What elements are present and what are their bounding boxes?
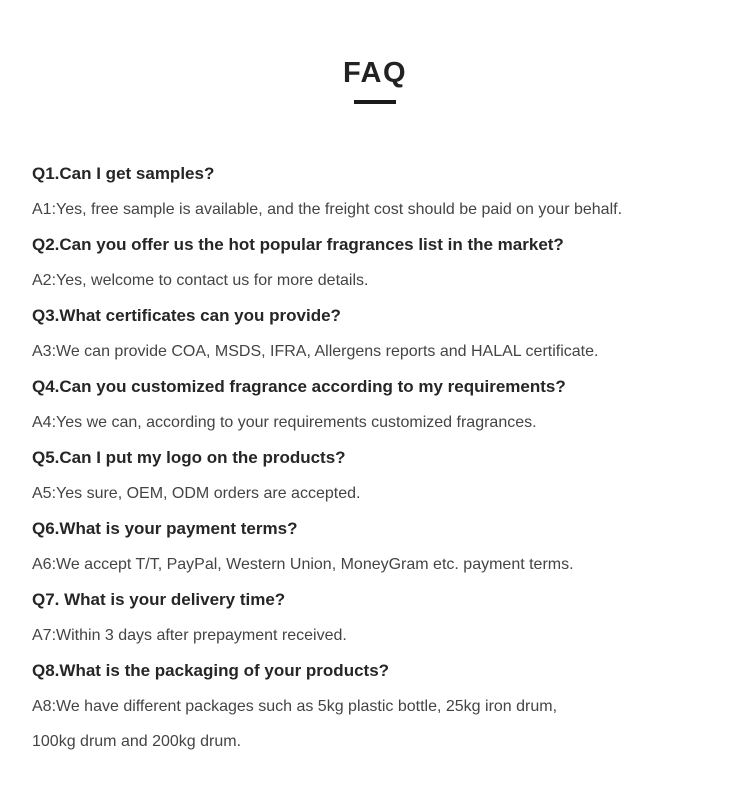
faq-answer-line: A6:We accept T/T, PayPal, Western Union, MoneyGram etc. payment terms. xyxy=(32,555,574,573)
faq-header xyxy=(0,58,750,104)
faq-item-5 xyxy=(32,440,720,511)
faq-answer-line: A1:Yes, free sample is available, and the freight cost should be paid on your behalf. xyxy=(32,200,623,218)
faq-item-1 xyxy=(32,156,720,227)
faq-answer-line: A7:Within 3 days after prepayment received. xyxy=(32,626,347,644)
faq-item-3 xyxy=(32,298,720,369)
faq-answer-line: 100kg drum and 200kg drum. xyxy=(32,733,242,750)
faq-question: Q3.What certificates can you provide? xyxy=(32,306,341,325)
title-underline xyxy=(354,100,396,104)
faq-question: Q5.Can I put my logo on the products? xyxy=(32,448,346,467)
faq-answer-line: A5:Yes sure, OEM, ODM orders are accepted. xyxy=(32,484,361,502)
faq-question: Q7. What is your delivery time? xyxy=(32,590,286,609)
faq-question: Q8.What is the packaging of your products? xyxy=(32,661,390,680)
faq-question: Q2.Can you offer us the hot popular fragrances list in the market? xyxy=(32,235,564,254)
faq-question: Q6.What is your payment terms? xyxy=(32,519,298,538)
faq-item-2 xyxy=(32,227,720,298)
faq-question: Q4.Can you customized fragrance according to my requirements? xyxy=(32,377,566,396)
faq-item-6 xyxy=(32,511,720,582)
faq-item-7 xyxy=(32,582,720,653)
faq-answer-line: A4:Yes we can, according to your requirements customized fragrances. xyxy=(32,413,537,431)
page-title: FAQ xyxy=(342,57,408,89)
faq-item-8 xyxy=(32,653,720,760)
faq-answer-line: A3:We can provide COA, MSDS, IFRA, Allergens reports and HALAL certificate. xyxy=(32,342,599,360)
faq-answer-line: A2:Yes, welcome to contact us for more details. xyxy=(32,271,369,289)
faq-question: Q1.Can I get samples? xyxy=(32,164,215,183)
faq-answer-line: A8:We have different packages such as 5kg plastic bottle, 25kg iron drum, xyxy=(32,697,558,715)
faq-item-4 xyxy=(32,369,720,440)
faq-list xyxy=(0,156,750,760)
